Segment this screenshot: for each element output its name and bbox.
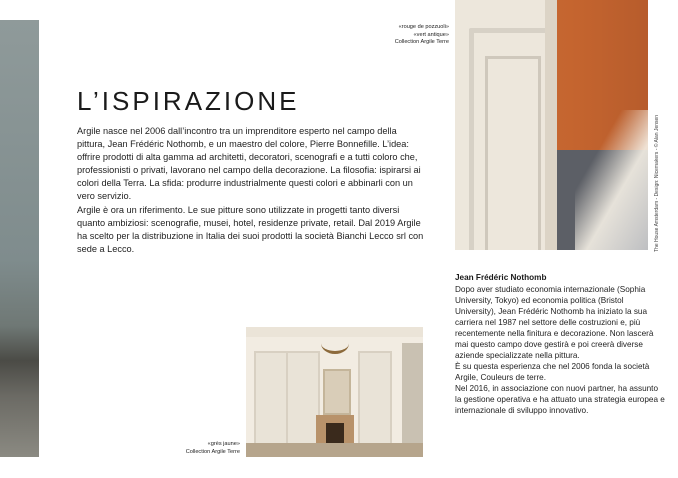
photo-credit [650,62,662,252]
interior-photo-doorway [455,0,648,250]
caption-top-line1: «rouge de pozzuoli» [398,24,449,30]
photo-door-jamb [545,0,557,250]
caption-top-line2: «vert antique» [413,31,449,38]
photo-light-shade [575,110,648,250]
page-title: L’ISPIRAZIONE [77,86,300,116]
photo-door-left-2 [286,351,320,447]
caption-top-line3: Collection Argile Terre [394,39,449,46]
intro-paragraph: Argile è ora un riferimento. Le sue pitture sono utilizzate in progetti tanto diversi quanto ambiziosi: scenografie, musei, hotel, residenze private, retail. Dal 2019 Argile ha scelto per la distribuzione in Italia dei suoi prodotti la società Bianchi Lecco srl con sede a Lecco. [77,204,424,254]
interior-photo-fireplace [246,327,423,457]
landscape-photo-strip [0,20,39,457]
bio-paragraph: Nel 2016, in associazione con nuovi partner, ha assunto la gestione operativa e ha attuato una strategia europea e internazionale di sviluppo innovativo. [455,384,665,415]
photo-credit-text: The House Amsterdam - Design: Nicemakers - © Alan Jensen [654,114,660,252]
photo-chandelier [321,333,349,354]
bio-paragraph: Dopo aver studiato economia internazionale (Sophia University, Tokyo) ed economia politica (Bristol University), Jean Frédéric Nothomb ha iniziato la sua carriera nel 1987 nel settore delle costruzioni e, più recentemente nella finitura e decorazione. Non lascerà mai questo campo dove gestirà e poi creerà diverse aziende specializzate nella pittura. [455,285,654,360]
photo-floor [246,443,423,457]
photo-window [402,343,423,443]
caption-bottom-line2: Collection Argile Terre [185,448,240,455]
photo-mirror [323,369,351,415]
photo-door-panel [485,56,541,250]
intro-text [77,125,425,256]
intro-paragraph: Argile nasce nel 2006 dall’incontro tra un imprenditore esperto nel campo della pittura, Jean Frédéric Nothomb, e un maestro del colore, Pierre Bonnefille. L’idea: offrire prodotti di alta gamma ad architetti, decoratori, scenografi e a tutti coloro che, professionisti o privati, lavorano nel campo della decorazione. La filosofia: ispirarsi ai colori della Terra. La sfida: produrre industrialmente questi colori e abbinarli con un vero servizio. [77,126,421,202]
bio-paragraph: È su questa esperienza che nel 2006 fonda la società Argile, Couleurs de terre. [455,362,650,382]
caption-bottom-line1: «grès jaune» [207,441,240,447]
bio-name: Jean Frédéric Nothomb [455,273,547,282]
caption-top [340,24,449,47]
photo-door-left [254,351,288,447]
bio-text [455,284,665,416]
photo-door-right [358,351,392,447]
caption-bottom [140,441,240,456]
photo-fireplace-opening [326,423,344,443]
